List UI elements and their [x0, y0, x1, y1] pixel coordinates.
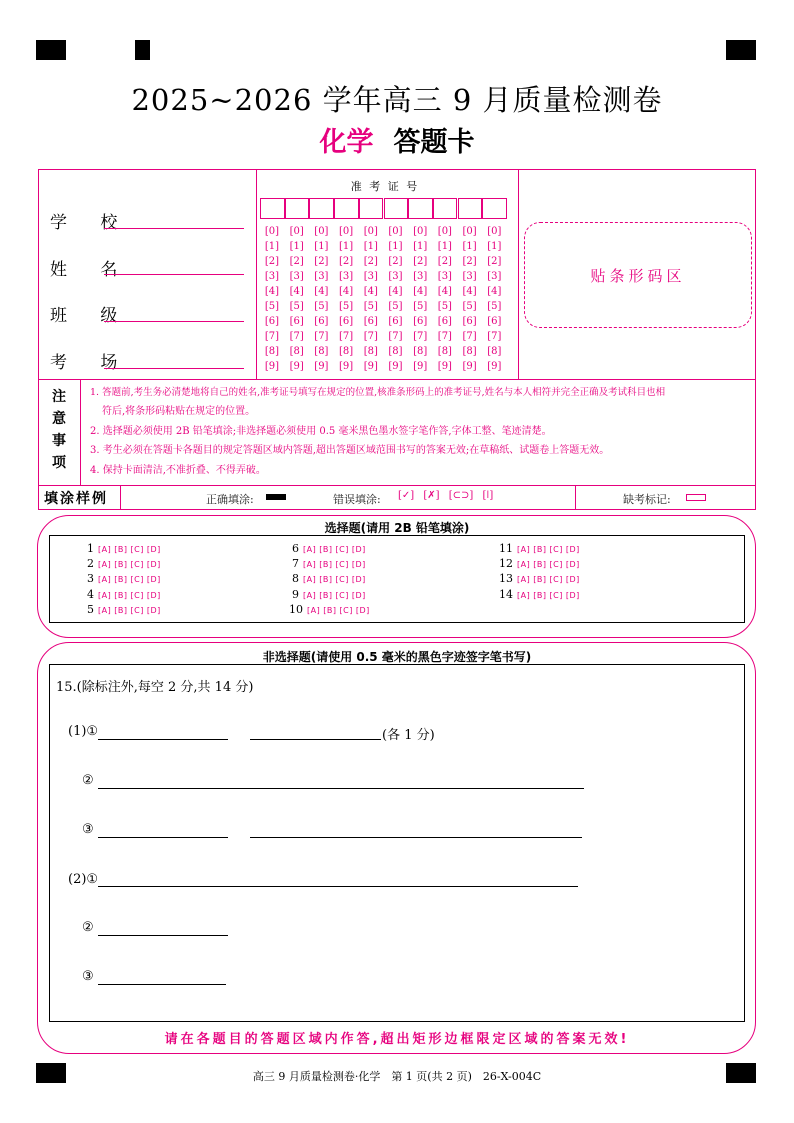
- wrong-mark-circle: [⊂⊃]: [448, 490, 474, 501]
- part-2-circle-1: (2)①: [68, 872, 99, 887]
- ticket-digit-bubble[interactable]: [6]: [289, 316, 304, 327]
- notice-line-4: 3. 考生必须在答题卡各题目的规定答题区域内答题,超出答题区域范围书写的答案无效;在草稿纸、试题卷上答题无效。: [90, 445, 610, 456]
- ticket-digit-bubble[interactable]: [8]: [413, 346, 428, 357]
- choice-question[interactable]: [82, 571, 161, 587]
- ticket-digit-bubble[interactable]: [3]: [413, 271, 428, 282]
- ticket-digit-bubble[interactable]: [1]: [264, 241, 280, 252]
- ticket-digit-bubble[interactable]: [1]: [388, 241, 403, 252]
- correct-fill-label: 正确填涂:: [206, 493, 254, 506]
- ticket-digit-bubble[interactable]: [1]: [487, 241, 502, 252]
- class-field[interactable]: [104, 321, 244, 322]
- ticket-digit-bubble[interactable]: [4]: [413, 286, 428, 297]
- ticket-digit-bubble[interactable]: [0]: [289, 226, 304, 237]
- registration-mark-top-left: [36, 40, 66, 60]
- ticket-barcode-divider: [518, 169, 519, 379]
- ticket-digit-bubble[interactable]: [5]: [487, 301, 502, 312]
- choice-question[interactable]: [497, 556, 580, 572]
- ticket-digit-bubble[interactable]: [1]: [413, 241, 428, 252]
- choice-options[interactable]: [A] [B] [C] [D]: [303, 560, 366, 570]
- choice-options[interactable]: [A] [B] [C] [D]: [303, 590, 366, 600]
- ticket-digit-bubble[interactable]: [2]: [487, 256, 502, 267]
- part-2-circle-2: ②: [82, 920, 94, 935]
- class-label: 班 级: [50, 306, 132, 326]
- part-1-circle-1: (1)①: [68, 724, 99, 739]
- choice-question-number: 11: [499, 542, 513, 555]
- name-label: 姓 名: [50, 260, 132, 280]
- choice-question[interactable]: [497, 541, 580, 557]
- ticket-digit-bubble[interactable]: [9]: [289, 361, 304, 372]
- ticket-digit-bubble[interactable]: [3]: [437, 271, 452, 282]
- answer-area-warning: 请在各题目的答题区域内作答,超出矩形边框限定区域的答案无效!: [164, 1032, 630, 1047]
- ticket-digit-bubble[interactable]: [0]: [363, 226, 378, 237]
- ticket-digit-bubble[interactable]: [5]: [264, 301, 280, 312]
- ticket-digit-bubble[interactable]: [2]: [339, 256, 354, 267]
- sample-absent-divider: [575, 485, 576, 510]
- part-1-circle-3: ③: [82, 822, 94, 837]
- choice-question[interactable]: [287, 571, 366, 587]
- choice-title: 选择题(请用 2B 铅笔填涂): [324, 521, 470, 535]
- ticket-digit-bubble[interactable]: [1]: [339, 241, 354, 252]
- choice-question[interactable]: [82, 556, 161, 572]
- ticket-digit-bubble[interactable]: [4]: [339, 286, 354, 297]
- part-1-circle-2: ②: [82, 773, 94, 788]
- ticket-digit-bubble[interactable]: [5]: [289, 301, 304, 312]
- answer-line-2-3[interactable]: [98, 984, 226, 985]
- choice-question-number: 12: [499, 557, 513, 571]
- ticket-digit-bubble[interactable]: [1]: [462, 241, 477, 252]
- info-notice-divider: [38, 379, 756, 380]
- choice-question[interactable]: [497, 571, 580, 587]
- page-footer: 高三 9 月质量检测卷·化学 第 1 页(共 2 页) 26-X-004C: [252, 1070, 542, 1083]
- notice-line-5: 4. 保持卡面清洁,不准折叠、不得弄破。: [90, 465, 266, 476]
- ticket-digit-bubble[interactable]: [0]: [437, 226, 452, 237]
- ticket-digit-bubble[interactable]: [0]: [487, 226, 502, 237]
- answer-line-1-3b[interactable]: [250, 837, 582, 838]
- registration-mark-top-center: [135, 40, 150, 60]
- ticket-digit-bubble[interactable]: [8]: [264, 346, 280, 357]
- ticket-digit-bubble[interactable]: [4]: [487, 286, 502, 297]
- room-field[interactable]: [104, 368, 244, 369]
- ticket-digit-bubble[interactable]: [5]: [437, 301, 452, 312]
- correct-fill-mark: [266, 494, 286, 500]
- registration-mark-top-right: [726, 40, 756, 60]
- ticket-digit-bubble[interactable]: [2]: [314, 256, 329, 267]
- wrong-mark-check: [✓]: [398, 490, 415, 501]
- barcode-label: 贴条形码区: [590, 267, 686, 285]
- ticket-digit-bubble[interactable]: [6]: [388, 316, 403, 327]
- ticket-digit-bubble[interactable]: [7]: [388, 331, 403, 342]
- ticket-digit-bubble[interactable]: [1]: [437, 241, 452, 252]
- ticket-digit-bubble[interactable]: [9]: [363, 361, 378, 372]
- ticket-digit-cell[interactable]: [482, 198, 507, 219]
- notice-title-char: 注: [52, 389, 66, 405]
- question-15-header: 15.(除标注外,每空 2 分,共 14 分): [56, 680, 254, 695]
- notice-title-char: 项: [52, 455, 66, 471]
- choice-options[interactable]: [A] [B] [C] [D]: [98, 605, 161, 615]
- ticket-digit-bubble[interactable]: [6]: [363, 316, 378, 327]
- ticket-digit-bubble[interactable]: [2]: [363, 256, 378, 267]
- ticket-digit-bubble[interactable]: [7]: [264, 331, 280, 342]
- choice-question-number: 6: [292, 542, 299, 555]
- ticket-digit-bubble[interactable]: [3]: [339, 271, 354, 282]
- ticket-digit-bubble[interactable]: [7]: [339, 331, 354, 342]
- school-label: 学 校: [50, 213, 132, 233]
- choice-question-number: 1: [87, 542, 94, 555]
- ticket-digit-bubble[interactable]: [6]: [314, 316, 329, 327]
- wrong-mark-cross: [✗]: [423, 490, 440, 501]
- ticket-digit-bubble[interactable]: [5]: [413, 301, 428, 312]
- notice-title-divider: [80, 379, 81, 485]
- exam-title: 2025~2026 学年高三 9 月质量检测卷: [131, 83, 663, 117]
- choice-question[interactable]: [82, 541, 161, 557]
- ticket-digit-bubble[interactable]: [3]: [363, 271, 378, 282]
- ticket-digit-bubble[interactable]: [5]: [388, 301, 403, 312]
- ticket-digit-bubble[interactable]: [1]: [289, 241, 304, 252]
- ticket-digit-bubble[interactable]: [3]: [314, 271, 329, 282]
- ticket-number-label: 准 考 证 号: [350, 180, 420, 193]
- room-label: 考 场: [50, 353, 132, 373]
- ticket-digit-bubble[interactable]: [3]: [487, 271, 502, 282]
- ticket-digit-bubble[interactable]: [0]: [462, 226, 477, 237]
- ticket-digit-cell[interactable]: [384, 198, 409, 219]
- ticket-digit-bubble[interactable]: [4]: [437, 286, 452, 297]
- choice-question[interactable]: [82, 602, 161, 618]
- card-name: 答题卡: [393, 127, 475, 158]
- answer-line-2-2[interactable]: [98, 935, 228, 936]
- notice-title-char: 事: [52, 433, 66, 449]
- choice-question[interactable]: [287, 541, 366, 557]
- ticket-digit-bubble[interactable]: [0]: [264, 226, 280, 237]
- ticket-digit-bubble[interactable]: [5]: [339, 301, 354, 312]
- ticket-digit-bubble[interactable]: [9]: [314, 361, 329, 372]
- ticket-digit-bubble[interactable]: [2]: [462, 256, 477, 267]
- ticket-digit-bubble[interactable]: [0]: [314, 226, 329, 237]
- ticket-digit-bubble[interactable]: [9]: [413, 361, 428, 372]
- ticket-digit-bubble[interactable]: [9]: [462, 361, 477, 372]
- ticket-digit-bubble[interactable]: [5]: [314, 301, 329, 312]
- notice-line-3: 2. 选择题必须使用 2B 铅笔填涂;非选择题必须使用 0.5 毫米黑色墨水签字笔作答,字体工整、笔迹清楚。: [90, 426, 552, 437]
- choice-options[interactable]: [A] [B] [C] [D]: [517, 560, 580, 570]
- notice-line-1: 1. 答题前,考生务必清楚地将自己的姓名,准考证号填写在规定的位置,核准条形码上的准考证号,姓名与本人相符并完全正确及考试科目也相: [90, 387, 666, 398]
- ticket-digit-bubble[interactable]: [7]: [289, 331, 304, 342]
- ticket-digit-bubble[interactable]: [8]: [437, 346, 452, 357]
- choice-question[interactable]: [82, 587, 161, 603]
- answer-line-1-2[interactable]: [98, 788, 584, 789]
- ticket-digit-bubble[interactable]: [8]: [363, 346, 378, 357]
- wrong-fill-marks: [398, 490, 493, 501]
- absent-checkbox[interactable]: [686, 494, 706, 501]
- ticket-digit-cell[interactable]: [359, 198, 384, 219]
- ticket-digit-bubble[interactable]: [3]: [289, 271, 304, 282]
- choice-question-number: 7: [292, 557, 299, 571]
- ticket-digit-bubble[interactable]: [7]: [487, 331, 502, 342]
- ticket-digit-bubble[interactable]: [6]: [487, 316, 502, 327]
- ticket-digit-bubble[interactable]: [8]: [289, 346, 304, 357]
- ticket-digit-cell[interactable]: [334, 198, 359, 219]
- ticket-digit-bubble[interactable]: [2]: [388, 256, 403, 267]
- ticket-digit-bubble[interactable]: [6]: [264, 316, 280, 327]
- choice-question-number: 3: [87, 572, 94, 586]
- ticket-digit-bubble[interactable]: [7]: [437, 331, 452, 342]
- choice-options[interactable]: [A] [B] [C] [D]: [303, 545, 366, 554]
- choice-options[interactable]: [A] [B] [C] [D]: [98, 545, 161, 554]
- choice-options[interactable]: [A] [B] [C] [D]: [98, 575, 161, 585]
- ticket-digit-bubble[interactable]: [7]: [363, 331, 378, 342]
- answer-line-1-3a[interactable]: [98, 837, 228, 838]
- ticket-digit-bubble[interactable]: [3]: [264, 271, 280, 282]
- ticket-digit-bubble[interactable]: [5]: [462, 301, 477, 312]
- ticket-digit-bubble[interactable]: [9]: [388, 361, 403, 372]
- ticket-digit-bubble[interactable]: [1]: [314, 241, 329, 252]
- each-point-note: (各 1 分): [382, 728, 435, 743]
- ticket-digit-bubble[interactable]: [9]: [339, 361, 354, 372]
- answer-line-1-1b[interactable]: [250, 739, 381, 740]
- sample-label-divider: [120, 485, 121, 510]
- ticket-digit-bubble[interactable]: [3]: [462, 271, 477, 282]
- nonchoice-answer-box: [49, 664, 745, 1022]
- choice-question-number: 5: [87, 602, 94, 616]
- choice-options[interactable]: [A] [B] [C] [D]: [517, 545, 580, 554]
- ticket-digit-bubble[interactable]: [8]: [487, 346, 502, 357]
- ticket-digit-bubble[interactable]: [6]: [339, 316, 354, 327]
- ticket-digit-cell[interactable]: [408, 198, 433, 219]
- choice-question[interactable]: [497, 587, 580, 603]
- nonchoice-title: 非选择题(请使用 0.5 毫米的黑色字迹签字笔书写): [262, 650, 532, 664]
- ticket-digit-bubble[interactable]: [2]: [289, 256, 304, 267]
- choice-question-number: 9: [292, 587, 299, 601]
- choice-options[interactable]: [A] [B] [C] [D]: [517, 575, 580, 585]
- ticket-digit-bubble[interactable]: [9]: [437, 361, 452, 372]
- ticket-digit-bubble[interactable]: [2]: [264, 256, 280, 267]
- ticket-digit-bubble[interactable]: [6]: [437, 316, 452, 327]
- ticket-digit-bubble[interactable]: [8]: [388, 346, 403, 357]
- ticket-digit-cell[interactable]: [433, 198, 458, 219]
- choice-question[interactable]: [287, 587, 366, 603]
- ticket-digit-bubble[interactable]: [1]: [363, 241, 378, 252]
- ticket-digit-cell[interactable]: [260, 198, 285, 219]
- choice-options[interactable]: [A] [B] [C] [D]: [517, 590, 580, 600]
- ticket-digit-cell[interactable]: [458, 198, 483, 219]
- ticket-digit-bubble[interactable]: [5]: [363, 301, 378, 312]
- card-subtitle: [0, 120, 794, 159]
- choice-options[interactable]: [A] [B] [C] [D]: [98, 560, 161, 570]
- ticket-digit-bubble[interactable]: [8]: [339, 346, 354, 357]
- ticket-digit-bubble[interactable]: [0]: [388, 226, 403, 237]
- ticket-digit-bubble[interactable]: [8]: [462, 346, 477, 357]
- ticket-digit-bubble[interactable]: [4]: [264, 286, 280, 297]
- notice-line-2: 符后,将条形码粘贴在规定的位置。: [102, 406, 256, 417]
- choice-question-number: 2: [87, 557, 94, 571]
- ticket-digit-bubble[interactable]: [9]: [264, 361, 280, 372]
- wrong-fill-label: 错误填涂:: [333, 493, 381, 506]
- ticket-digit-bubble[interactable]: [0]: [339, 226, 354, 237]
- choice-options[interactable]: [A] [B] [C] [D]: [98, 590, 161, 600]
- choice-question-number: 13: [499, 572, 513, 586]
- name-field[interactable]: [104, 274, 244, 275]
- ticket-digit-cell[interactable]: [285, 198, 310, 219]
- ticket-digit-bubble[interactable]: [2]: [437, 256, 452, 267]
- ticket-digit-cell[interactable]: [309, 198, 334, 219]
- wrong-mark-bar: [ǀ]: [482, 490, 494, 501]
- ticket-digit-bubble[interactable]: [4]: [314, 286, 329, 297]
- part-2-circle-3: ③: [82, 969, 94, 984]
- ticket-digit-bubble[interactable]: [2]: [413, 256, 428, 267]
- ticket-digit-bubble[interactable]: [0]: [413, 226, 428, 237]
- choice-options[interactable]: [A] [B] [C] [D]: [303, 575, 366, 585]
- choice-options[interactable]: [A] [B] [C] [D]: [307, 605, 370, 615]
- choice-question[interactable]: [287, 602, 370, 618]
- choice-question-number: 10: [289, 602, 303, 616]
- ticket-digit-bubble[interactable]: [6]: [413, 316, 428, 327]
- choice-question[interactable]: [287, 556, 366, 572]
- answer-line-1-1a[interactable]: [98, 739, 228, 740]
- ticket-digit-bubble[interactable]: [7]: [413, 331, 428, 342]
- choice-question-number: 4: [87, 587, 94, 601]
- answer-line-2-1[interactable]: [98, 886, 578, 887]
- subject-name: 化学: [319, 127, 374, 158]
- ticket-digit-bubble[interactable]: [3]: [388, 271, 403, 282]
- ticket-digit-bubble[interactable]: [6]: [462, 316, 477, 327]
- ticket-left-divider: [256, 169, 257, 379]
- ticket-digit-bubble[interactable]: [7]: [462, 331, 477, 342]
- sample-label: 填涂样例: [44, 491, 108, 507]
- ticket-digit-bubble[interactable]: [4]: [363, 286, 378, 297]
- choice-question-number: 14: [499, 587, 513, 601]
- ticket-digit-bubble[interactable]: [8]: [314, 346, 329, 357]
- absent-label: 缺考标记:: [623, 493, 671, 506]
- ticket-digit-bubble[interactable]: [4]: [289, 286, 304, 297]
- ticket-digit-bubble[interactable]: [7]: [314, 331, 329, 342]
- ticket-digit-bubble[interactable]: [4]: [462, 286, 477, 297]
- ticket-digit-bubble[interactable]: [9]: [487, 361, 502, 372]
- ticket-digit-bubble[interactable]: [4]: [388, 286, 403, 297]
- notice-sample-divider: [38, 485, 756, 486]
- notice-title-char: 意: [52, 411, 66, 427]
- notice-title: [38, 386, 80, 474]
- school-field[interactable]: [104, 228, 244, 229]
- choice-question-number: 8: [292, 572, 299, 586]
